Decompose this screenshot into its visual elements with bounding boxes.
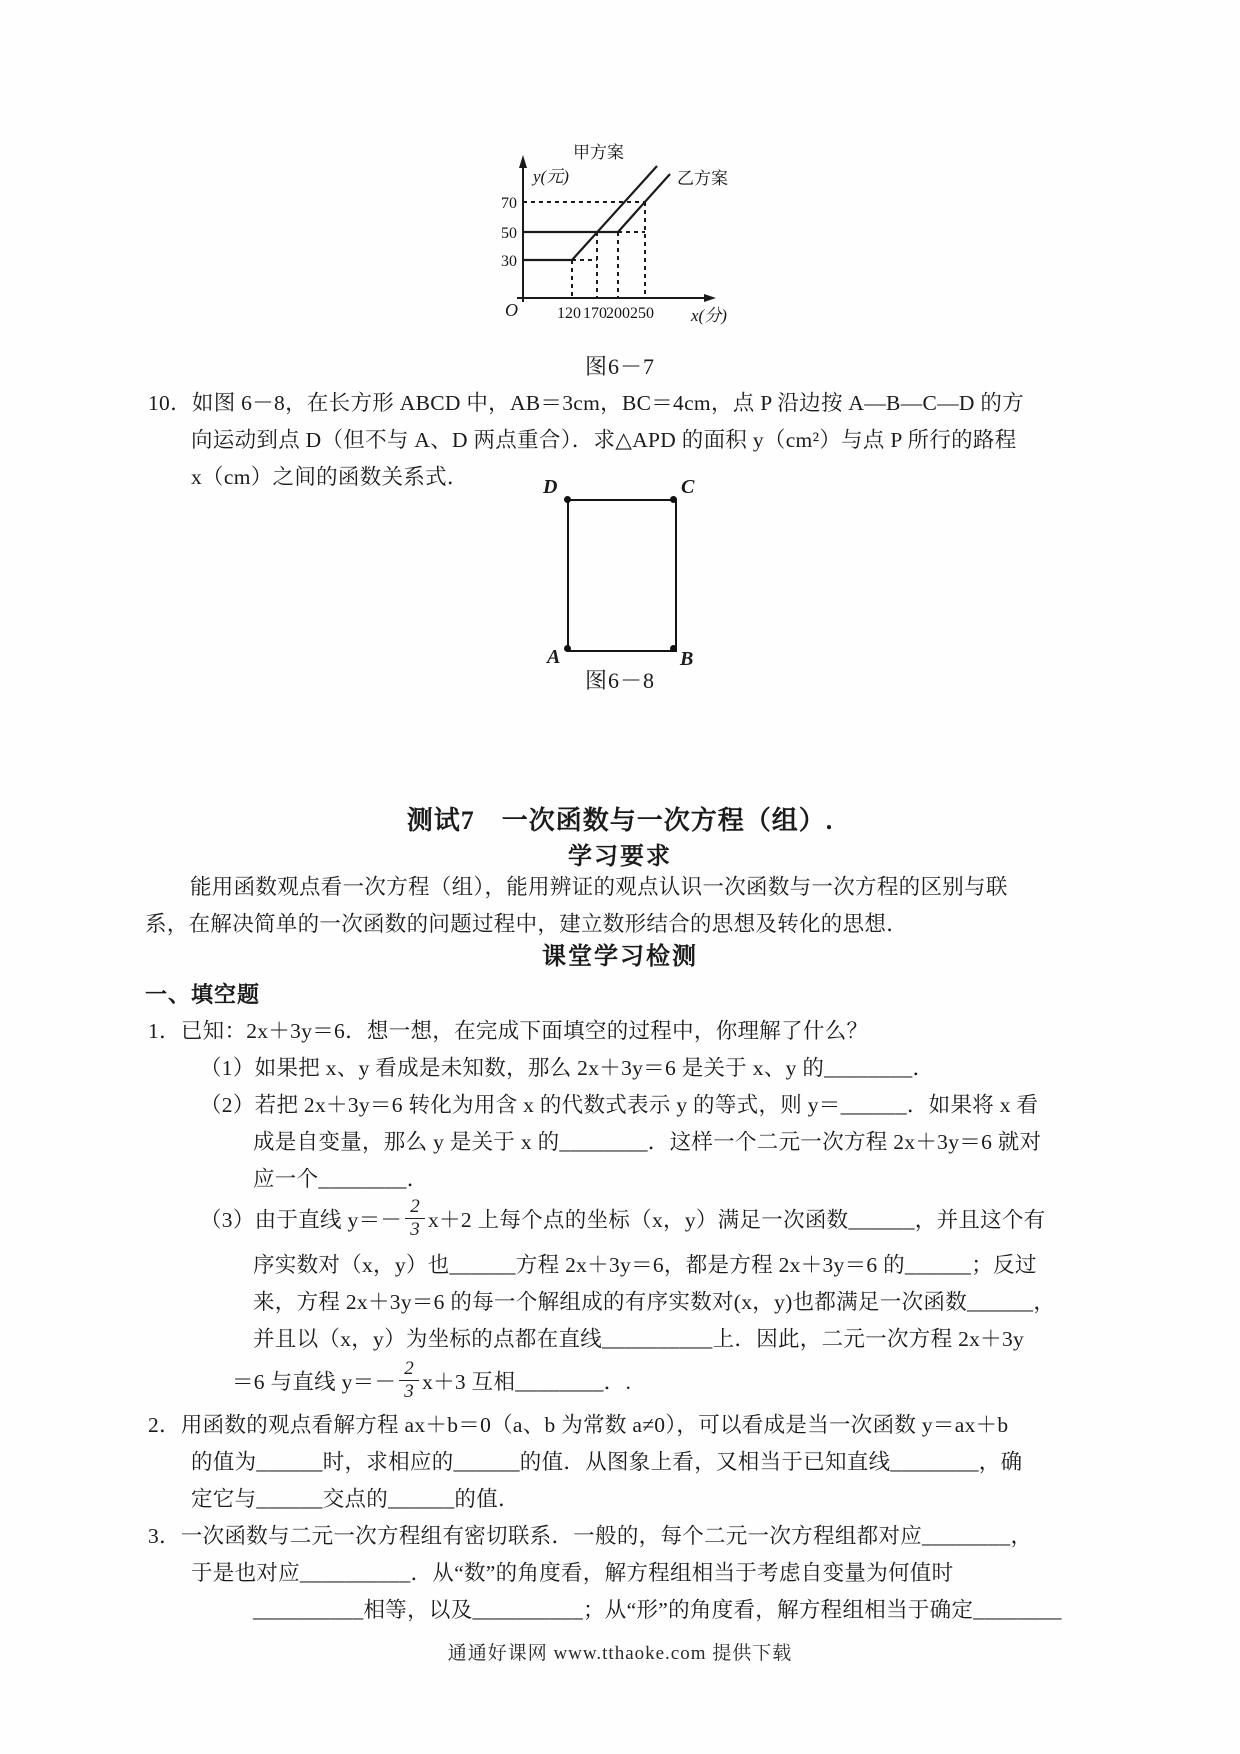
question-10-line-1: 10．如图 6－8，在长方形 ABCD 中，AB＝3cm，BC＝4cm，点 P 沿边按 A—B—C—D 的方 — [148, 391, 1025, 415]
section-title: 测试7 一次函数与一次方程（组）. — [406, 806, 834, 835]
question-10-line-2: 向运动到点 D（但不与 A、D 两点重合）．求△APD 的面积 y（cm²）与点 P 所行的路程 — [191, 428, 1017, 452]
question-1-part3-line-3: 来，方程 2x＋3y＝6 的每一个解组成的有序实数对(x，y)也都满足一次函数______， — [253, 1290, 1056, 1314]
part3-pre-text: （3）由于直线 y＝－ — [200, 1207, 403, 1232]
fraction-two-thirds: $\frac{2}{3}$ — [405, 1196, 425, 1241]
requirements-line-2: 系，在解决简单的一次函数的问题过程中，建立数形结合的思想及转化的思想． — [145, 912, 909, 936]
question-1-part3-line-1 — [200, 1190, 1046, 1246]
question-1-part3-line-4: 并且以（x，y）为坐标的点都在直线__________上．因此，二元一次方程 2x＋3y — [253, 1327, 1025, 1351]
figure-6-7-graph — [465, 140, 745, 338]
x-tick-170: 170 — [583, 305, 607, 322]
plan-b-label: 乙方案 — [677, 169, 728, 188]
y-tick-50: 50 — [501, 225, 517, 242]
x-tick-250: 250 — [630, 305, 654, 322]
question-10-line-3: x（cm）之间的函数关系式． — [191, 465, 469, 489]
figure-6-8-caption: 图6－8 — [584, 668, 655, 693]
corner-label-b: B — [680, 648, 694, 670]
requirements-line-1: 能用函数观点看一次方程（组），能用辨证的观点认识一次函数与一次方程的区别与联 — [190, 875, 1008, 899]
fraction-two-thirds: $\frac{2}{3}$ — [399, 1358, 419, 1403]
x-tick-200: 200 — [606, 305, 630, 322]
x-axis-arrow-icon — [704, 294, 716, 302]
y-axis-arrow-icon — [519, 155, 527, 168]
figure-6-7 — [465, 140, 745, 343]
part3-post-text: x＋2 上每个点的坐标（x，y）满足一次函数______，并且这个有 — [428, 1207, 1046, 1232]
question-2-line-2: 的值为______时，求相应的______的值．从图象上看，又相当于已知直线________，确 — [191, 1450, 1023, 1474]
y-tick-70: 70 — [501, 195, 517, 212]
footer-site-credit: 通通好课网 www.tthaoke.com 提供下载 — [447, 1643, 793, 1664]
question-1-part2-line-2: 成是自变量，那么 y 是关于 x 的________．这样一个二元一次方程 2x＋3y＝6 就对 — [253, 1130, 1042, 1154]
y-tick-30: 30 — [501, 253, 517, 270]
x-axis-label: x(分) — [691, 306, 727, 325]
question-1-part2-line-3: 应一个________． — [253, 1167, 429, 1191]
part3-line5-post-text: x＋3 互相________．. — [422, 1369, 632, 1394]
classroom-heading: 课堂学习检测 — [542, 944, 698, 970]
x-tick-120: 120 — [557, 305, 581, 322]
question-3-line-1: 3．一次函数与二元一次方程组有密切联系．一般的，每个二元一次方程组都对应________， — [148, 1524, 1033, 1548]
corner-dot-b — [670, 645, 677, 652]
corner-dot-c — [670, 496, 677, 503]
corner-dot-a — [564, 645, 571, 652]
fill-blank-section-heading: 一、填空题 — [145, 982, 261, 1007]
question-1-stem: 1．已知：2x＋3y＝6．想一想，在完成下面填空的过程中，你理解了什么？ — [148, 1019, 869, 1043]
figure-6-7-caption: 图6－7 — [584, 354, 655, 379]
plan-a-label: 甲方案 — [573, 143, 624, 162]
part3-line5-pre-text: ＝6 与直线 y＝－ — [232, 1369, 397, 1394]
corner-label-a: A — [547, 646, 561, 668]
question-1-part3-line-2: 序实数对（x，y）也______方程 2x＋3y＝6，都是方程 2x＋3y＝6 的______；反过 — [253, 1253, 1037, 1277]
y-axis-label: y(元) — [533, 167, 569, 186]
origin-label: O — [505, 300, 518, 320]
corner-label-c: C — [681, 476, 695, 498]
question-1-part2-line-1: （2）若把 2x＋3y＝6 转化为用含 x 的代数式表示 y 的等式，则 y＝______．如果将 x 看 — [200, 1093, 1039, 1117]
dashed-guides — [523, 202, 645, 298]
rectangle-abcd — [567, 499, 677, 652]
question-3-line-3: __________相等，以及__________；从“形”的角度看，解方程组相当于确定________ — [253, 1598, 1062, 1622]
corner-dot-d — [564, 496, 571, 503]
question-2-line-3: 定它与______交点的______的值． — [191, 1487, 520, 1511]
question-2-line-1: 2．用函数的观点看解方程 ax＋b＝0（a、b 为常数 a≠0），可以看成是当一次函数 y＝ax＋b — [148, 1413, 1009, 1437]
question-1-part3-line-5 — [232, 1352, 631, 1408]
corner-label-d: D — [543, 476, 558, 498]
question-3-line-2: 于是也对应__________．从“数”的角度看，解方程组相当于考虑自变量为何值时 — [191, 1561, 954, 1585]
requirements-heading: 学习要求 — [568, 844, 672, 870]
question-1-part1: （1）如果把 x、y 看成是未知数，那么 2x＋3y＝6 是关于 x、y 的________． — [200, 1056, 935, 1080]
